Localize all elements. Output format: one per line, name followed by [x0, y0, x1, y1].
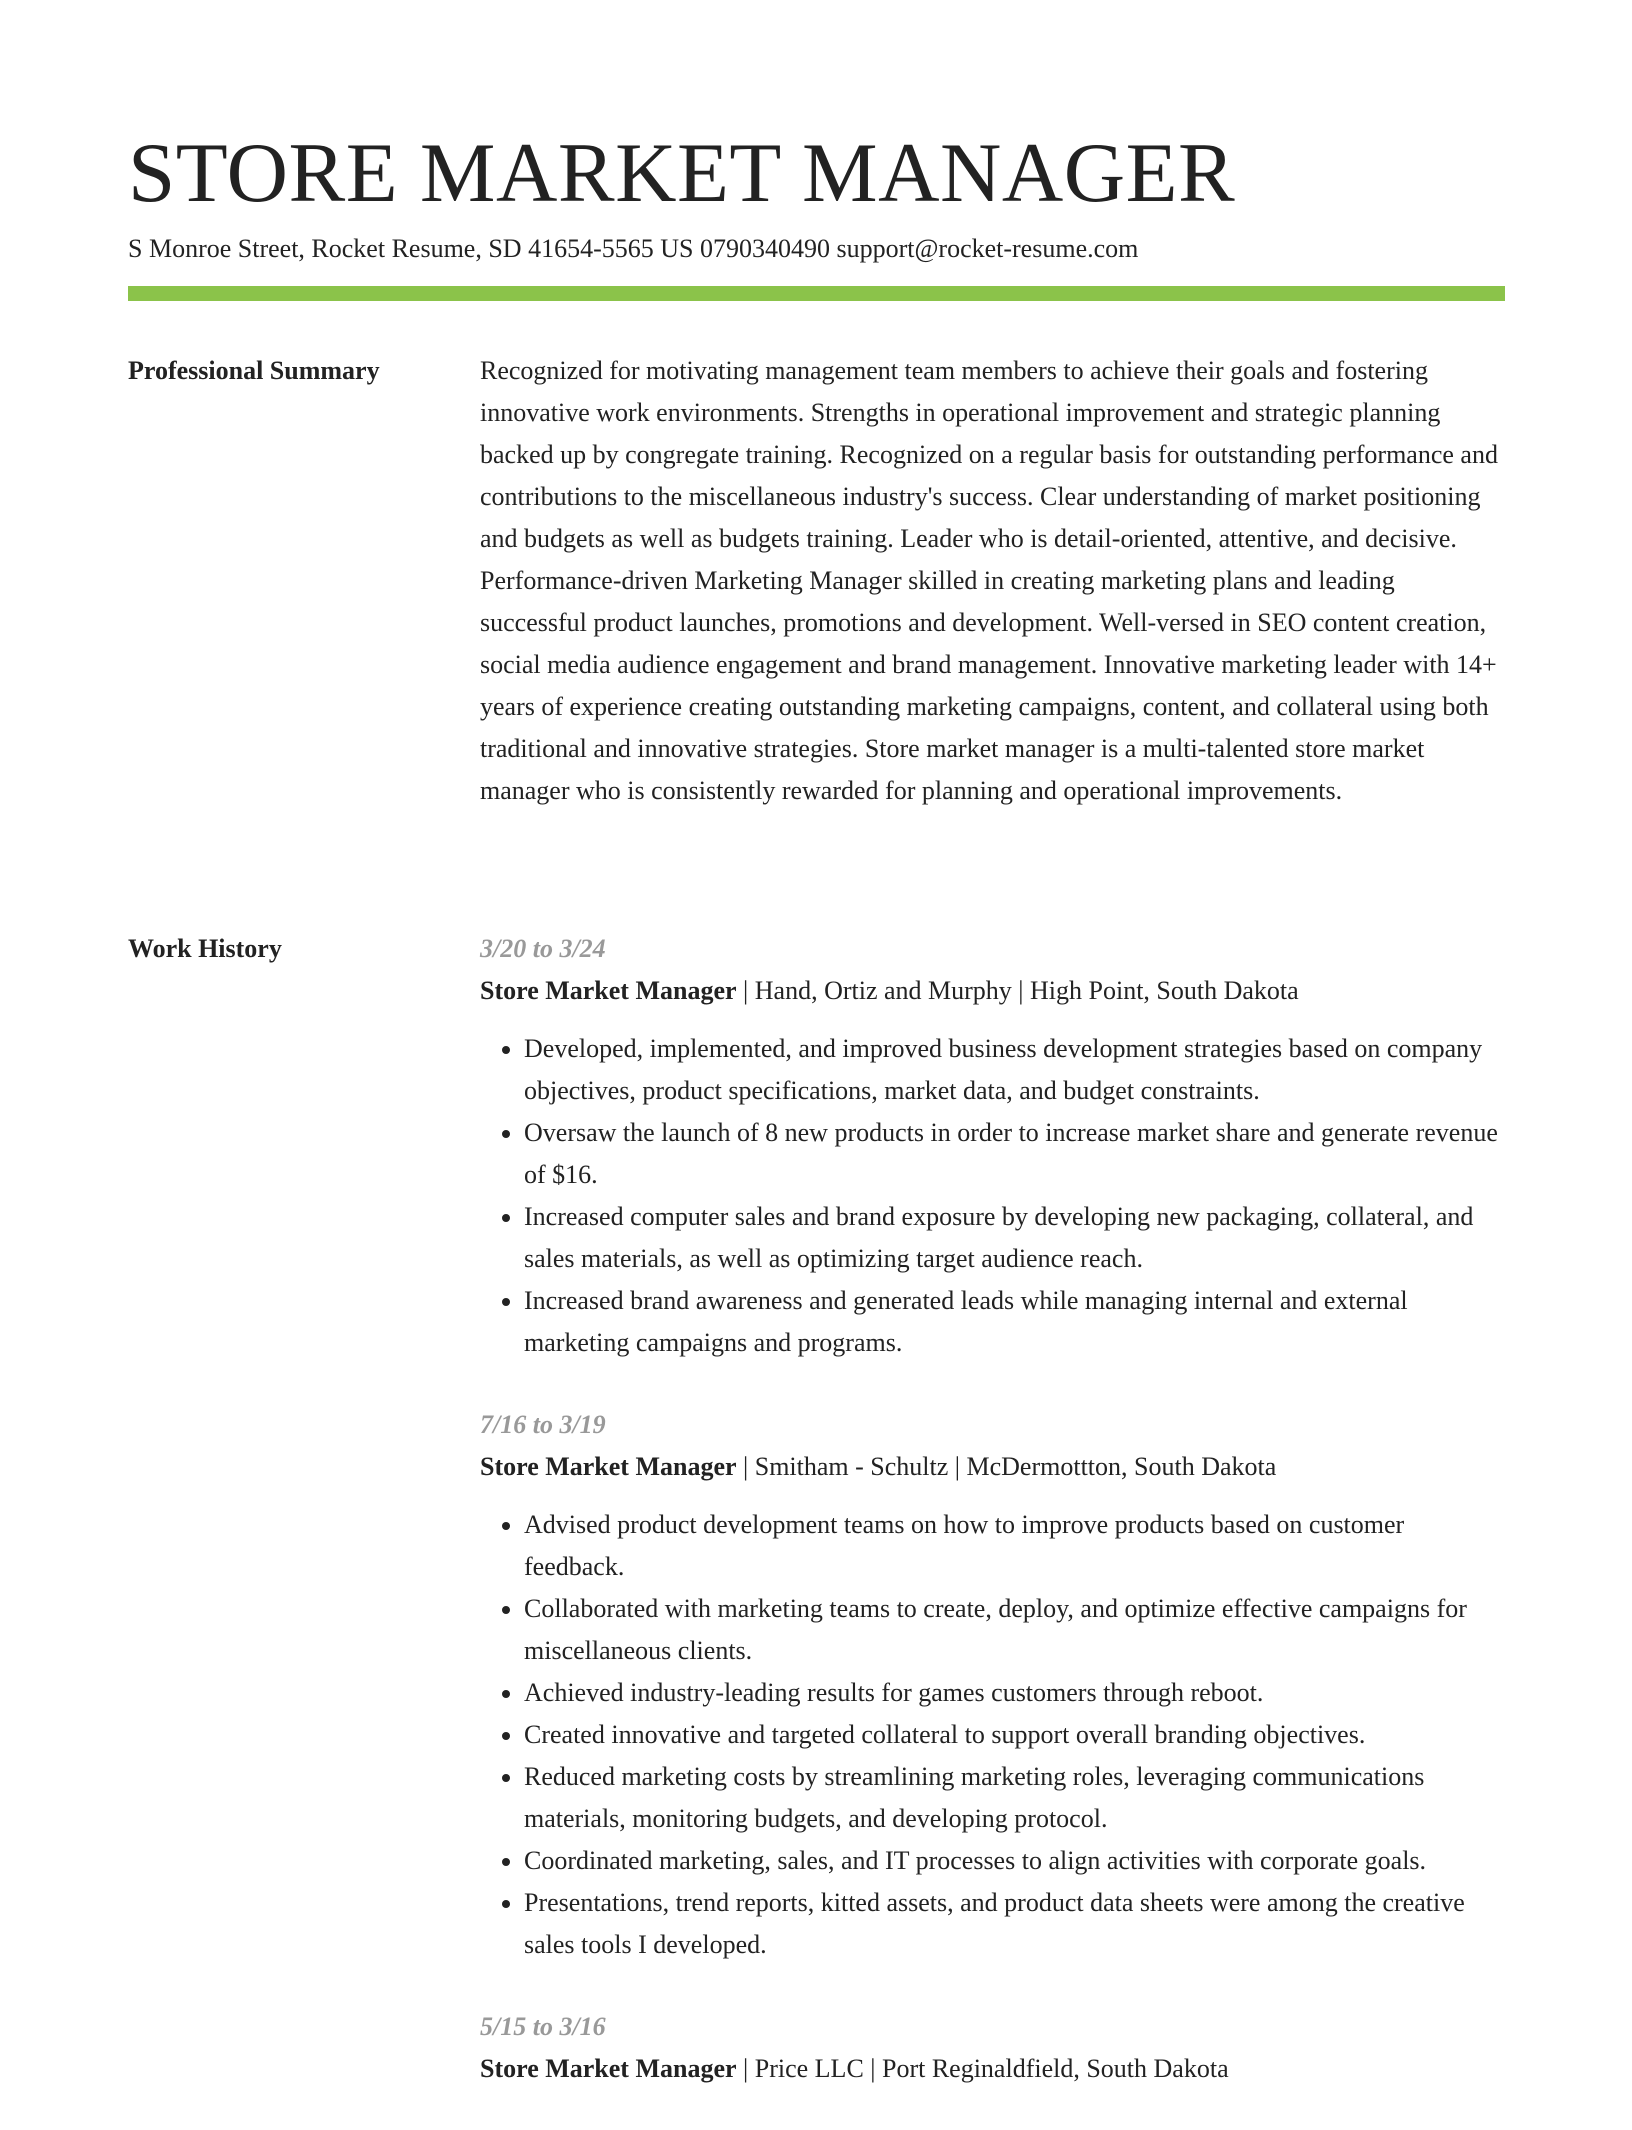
job-entry [480, 928, 1505, 1364]
header-divider [128, 286, 1505, 301]
job-title: Store Market Manager [480, 1452, 737, 1481]
job-dates: 5/15 to 3/16 [480, 2012, 606, 2041]
job-heading [480, 1446, 1505, 1488]
job-heading [480, 970, 1505, 1012]
job-bullet: • Developed, implemented, and improved business development strategies based on company objectives, product specifications, market data, and budget constraints. [524, 1028, 1505, 1112]
job-title: Store Market Manager [480, 976, 737, 1005]
contact-info: S Monroe Street, Rocket Resume, SD 41654-5565 US 0790340490 support@rocket-resume.com [128, 234, 1139, 263]
job-heading [480, 2048, 1505, 2090]
summary-body [480, 350, 1505, 812]
job-dates: 7/16 to 3/19 [480, 1410, 606, 1439]
job-bullet: • Created innovative and targeted collateral to support overall branding objectives. [524, 1714, 1505, 1756]
job-entry [480, 1404, 1505, 1966]
job-dates: 3/20 to 3/24 [480, 934, 606, 963]
job-bullet: • Achieved industry-leading results for games customers through reboot. [524, 1672, 1505, 1714]
job-bullet: • Reduced marketing costs by streamlining marketing roles, leveraging communications materials, monitoring budgets, and developing protocol. [524, 1756, 1505, 1840]
job-title: Store Market Manager [480, 2054, 737, 2083]
job-details: | Price LLC | Port Reginaldfield, South Dakota [736, 2054, 1229, 2083]
job-bullet: • Increased brand awareness and generated leads while managing internal and external marketing campaigns and programs. [524, 1280, 1505, 1364]
work-history-body [480, 928, 1505, 2130]
job-bullet: • Collaborated with marketing teams to create, deploy, and optimize effective campaigns for miscellaneous clients. [524, 1588, 1505, 1672]
job-bullet: • Presentations, trend reports, kitted assets, and product data sheets were among the creative sales tools I developed. [524, 1882, 1505, 1966]
summary-text: Recognized for motivating management team members to achieve their goals and fostering innovative work environments. Strengths in operational improvement and strategic planning backed up by congregate training. Recognized on a regular basis for outstanding performance and contributions to the miscellaneous industry's success. Clear understanding of market positioning and budgets as well as budgets training. Leader who is detail-oriented, attentive, and decisive. Performance-driven Marketing Manager skilled in creating marketing plans and leading successful product launches, promotions and development. Well-versed in SEO content creation, social media audience engagement and brand management. Innovative marketing leader with 14+ years of experience creating outstanding marketing campaigns, content, and collateral using both traditional and innovative strategies. Store market manager is a multi-talented store market manager who is consistently rewarded for planning and operational improvements. [480, 356, 1498, 805]
resume-title: STORE MARKET MANAGER [128, 126, 1236, 220]
job-entry [480, 2006, 1505, 2090]
section-label-work-history: Work History [128, 934, 282, 963]
job-bullet: • Coordinated marketing, sales, and IT processes to align activities with corporate goals. [524, 1840, 1505, 1882]
job-bullet: • Advised product development teams on how to improve products based on customer feedback. [524, 1504, 1505, 1588]
section-label-summary: Professional Summary [128, 356, 380, 385]
job-bullet: • Increased computer sales and brand exposure by developing new packaging, collateral, and sales materials, as well as optimizing target audience reach. [524, 1196, 1505, 1280]
job-details: | Smitham - Schultz | McDermottton, South Dakota [736, 1452, 1277, 1481]
job-bullets [480, 1028, 1505, 1364]
job-bullet: • Oversaw the launch of 8 new products in order to increase market share and generate revenue of $16. [524, 1112, 1505, 1196]
job-details: | Hand, Ortiz and Murphy | High Point, South Dakota [736, 976, 1299, 1005]
job-bullets [480, 1504, 1505, 1966]
